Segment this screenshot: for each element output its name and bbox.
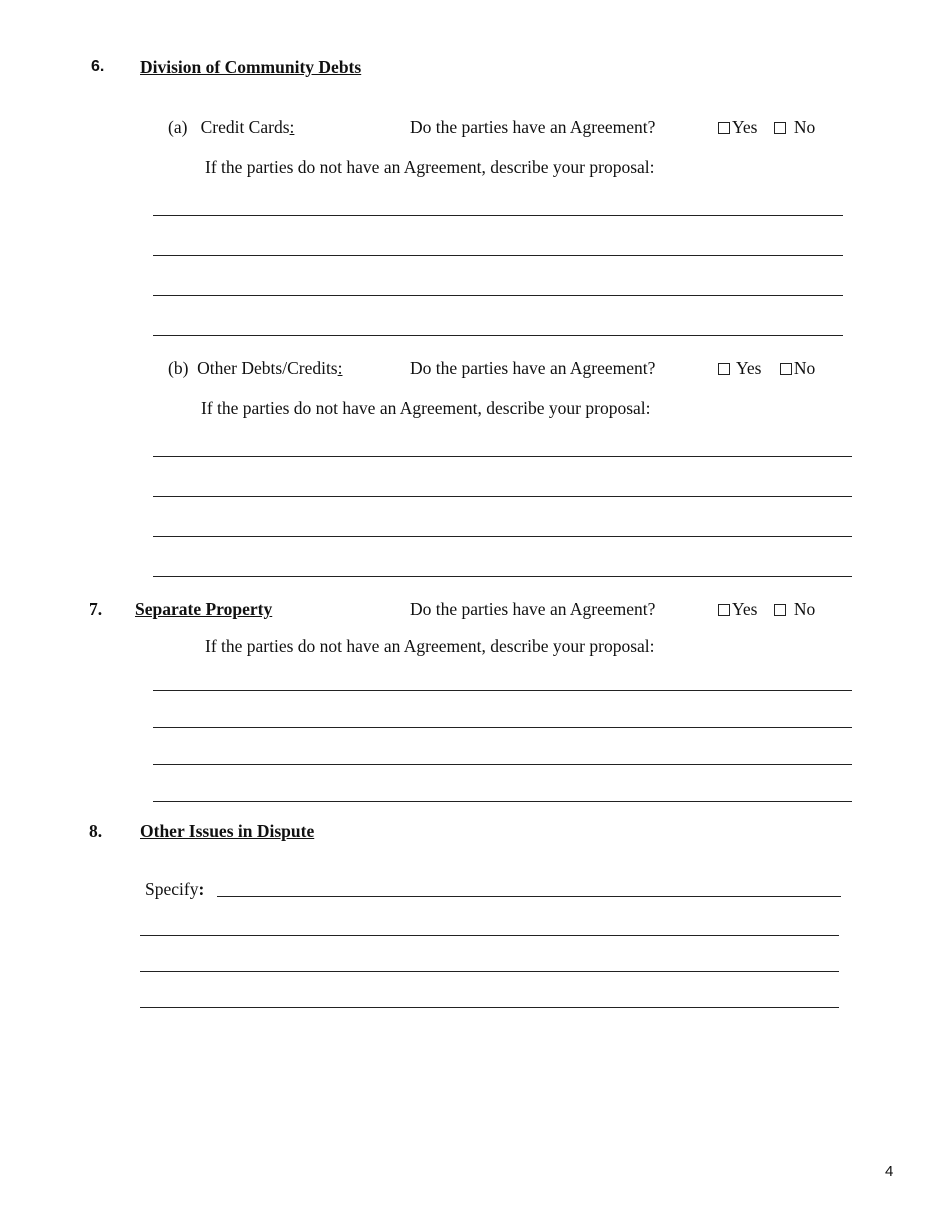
- section-6-number: 6.: [91, 58, 105, 75]
- credit-cards-prefix: (a): [168, 117, 188, 137]
- other-debts-yes-checkbox[interactable]: [718, 363, 730, 375]
- credit-cards-proposal-line-2[interactable]: [153, 255, 843, 256]
- separate-property-yes-option[interactable]: [718, 601, 757, 619]
- section-7-number: 7.: [89, 599, 103, 619]
- section-6-title: Division of Community Debts: [140, 57, 362, 77]
- separate-property-yes-label: Yes: [732, 599, 758, 619]
- credit-cards-yes-label: Yes: [732, 117, 758, 137]
- other-debts-proposal-line-4[interactable]: [153, 576, 852, 577]
- other-debts-label: [168, 360, 343, 378]
- other-debts-instruction: If the parties do not have an Agreement, describe your proposal:: [201, 398, 651, 418]
- section-8-title: Other Issues in Dispute: [140, 821, 315, 841]
- credit-cards-text: Credit Cards: [200, 117, 290, 137]
- page-number: 4: [885, 1163, 894, 1180]
- other-debts-prefix: (b): [168, 358, 189, 378]
- credit-cards-yes-option[interactable]: [718, 119, 757, 137]
- other-debts-agreement-options: [718, 360, 815, 378]
- separate-property-proposal-line-1[interactable]: [153, 690, 852, 691]
- other-debts-no-option[interactable]: [780, 360, 815, 378]
- other-debts-no-label: No: [793, 358, 816, 378]
- other-debts-proposal-line-2[interactable]: [153, 496, 852, 497]
- other-debts-yes-option[interactable]: [718, 360, 761, 378]
- credit-cards-proposal-line-4[interactable]: [153, 335, 843, 336]
- specify-colon: :: [198, 879, 205, 899]
- credit-cards-no-checkbox[interactable]: [774, 122, 786, 134]
- separate-property-no-option[interactable]: [774, 601, 815, 619]
- section-8-number: 8.: [89, 821, 103, 841]
- credit-cards-label: [168, 119, 294, 137]
- other-debts-proposal-line-3[interactable]: [153, 536, 852, 537]
- credit-cards-agreement-question: Do the parties have an Agreement?: [410, 117, 656, 137]
- credit-cards-instruction: If the parties do not have an Agreement, describe your proposal:: [205, 157, 655, 177]
- credit-cards-agreement-options: [718, 119, 815, 137]
- specify-line-1[interactable]: [217, 896, 841, 897]
- credit-cards-proposal-line-1[interactable]: [153, 215, 843, 216]
- separate-property-agreement-question: Do the parties have an Agreement?: [410, 599, 656, 619]
- separate-property-agreement-options: [718, 601, 815, 619]
- specify-label: [145, 881, 204, 899]
- other-debts-yes-label: Yes: [736, 358, 762, 378]
- credit-cards-colon: :: [289, 117, 295, 137]
- separate-property-no-checkbox[interactable]: [774, 604, 786, 616]
- other-debts-text: Other Debts/Credits: [197, 358, 338, 378]
- credit-cards-no-label: No: [793, 117, 816, 137]
- credit-cards-proposal-line-3[interactable]: [153, 295, 843, 296]
- credit-cards-yes-checkbox[interactable]: [718, 122, 730, 134]
- separate-property-no-label: No: [793, 599, 816, 619]
- specify-line-4[interactable]: [140, 1007, 839, 1008]
- other-debts-colon: :: [337, 358, 343, 378]
- other-debts-proposal-line-1[interactable]: [153, 456, 852, 457]
- separate-property-instruction: If the parties do not have an Agreement, describe your proposal:: [205, 636, 655, 656]
- separate-property-proposal-line-3[interactable]: [153, 764, 852, 765]
- specify-line-3[interactable]: [140, 971, 839, 972]
- section-7-title: Separate Property: [135, 599, 273, 619]
- separate-property-proposal-line-4[interactable]: [153, 801, 852, 802]
- specify-line-2[interactable]: [140, 935, 839, 936]
- specify-text: Specify: [145, 879, 199, 899]
- separate-property-proposal-line-2[interactable]: [153, 727, 852, 728]
- credit-cards-no-option[interactable]: [774, 119, 815, 137]
- other-debts-no-checkbox[interactable]: [780, 363, 792, 375]
- other-debts-agreement-question: Do the parties have an Agreement?: [410, 358, 656, 378]
- separate-property-yes-checkbox[interactable]: [718, 604, 730, 616]
